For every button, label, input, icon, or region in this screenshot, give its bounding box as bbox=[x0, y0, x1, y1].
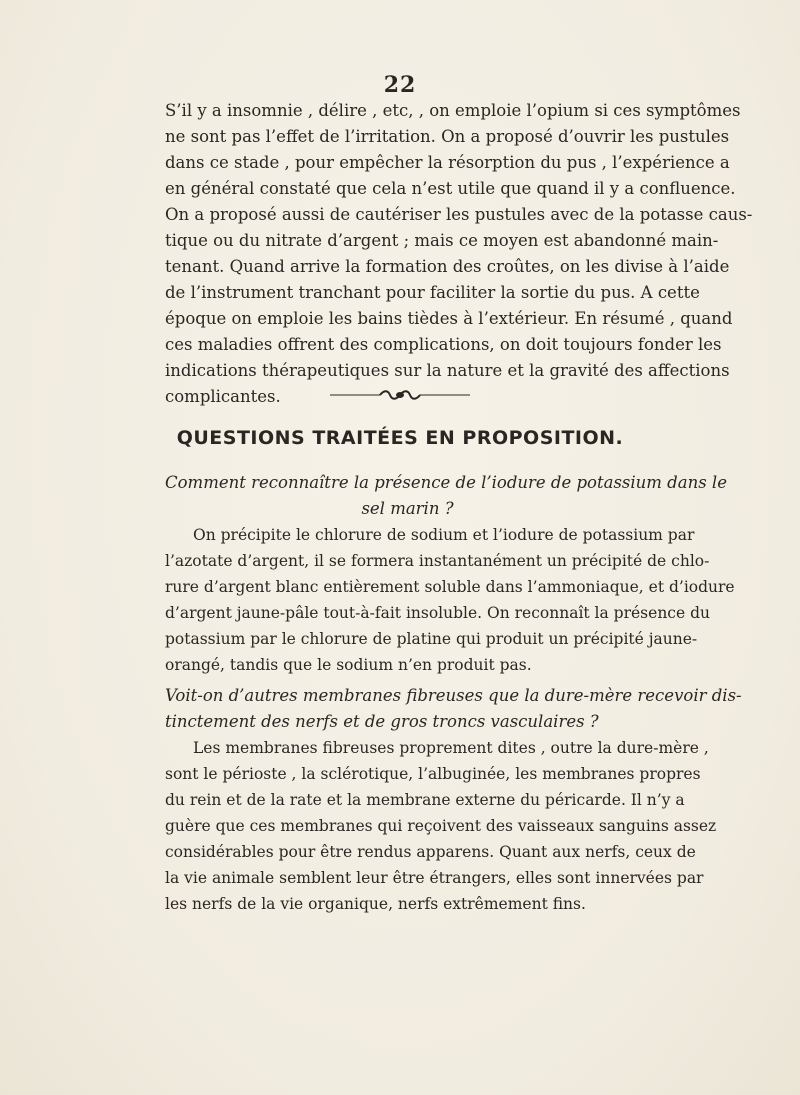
text-line: tique ou du nitrate d’argent ; mais ce moyen est abandonné main- bbox=[165, 231, 719, 250]
text-line: du rein et de la rate et la membrane externe du péricarde. Il n’y a bbox=[165, 791, 685, 809]
text-line: guère que ces membranes qui reçoivent des vaisseaux sanguins assez bbox=[165, 817, 717, 835]
page-number: 22 bbox=[383, 72, 417, 98]
text-line: la vie animale semblent leur être étrangers, elles sont innervées par bbox=[165, 869, 704, 887]
question-line: sel marin ? bbox=[361, 499, 454, 518]
body-paragraph bbox=[165, 98, 753, 410]
flourish-divider-icon bbox=[330, 388, 470, 402]
text-line: ne sont pas l’effet de l’irritation. On a proposé d’ouvrir les pustules bbox=[165, 127, 730, 146]
text-line: complicantes. bbox=[165, 387, 281, 406]
section-heading: QUESTIONS TRAITÉES EN PROPOSITION. bbox=[176, 427, 624, 449]
text-line: rure d’argent blanc entièrement soluble dans l’ammoniaque, et d’iodure bbox=[165, 578, 735, 596]
text-line: On a proposé aussi de cautériser les pustules avec de la potasse caus- bbox=[165, 205, 753, 224]
question-line: tinctement des nerfs et de gros troncs vasculaires ? bbox=[165, 712, 599, 731]
question-title bbox=[165, 470, 727, 522]
question-line: Voit-on d’autres membranes fibreuses que la dure-mère recevoir dis- bbox=[165, 686, 742, 705]
text-line: en général constaté que cela n’est utile que quand il y a confluence. bbox=[165, 179, 736, 198]
text-line: les nerfs de la vie organique, nerfs extrêmement fins. bbox=[165, 895, 586, 913]
text-line: époque on emploie les bains tièdes à l’extérieur. En résumé , quand bbox=[165, 309, 733, 328]
text-line: On précipite le chlorure de sodium et l’iodure de potassium par bbox=[193, 526, 695, 544]
text-line: potassium par le chlorure de platine qui produit un précipité jaune- bbox=[165, 630, 698, 648]
text-line: S’il y a insomnie , délire , etc, , on emploie l’opium si ces symptômes bbox=[165, 101, 741, 120]
question-line: Comment reconnaître la présence de l’iodure de potassium dans le bbox=[165, 473, 727, 492]
text-line: indications thérapeutiques sur la nature et la gravité des affections bbox=[165, 361, 730, 380]
text-line: tenant. Quand arrive la formation des croûtes, on les divise à l’aide bbox=[165, 257, 730, 276]
text-line: d’argent jaune-pâle tout-à-fait insoluble. On reconnaît la présence du bbox=[165, 604, 710, 622]
text-line: ces maladies offrent des complications, on doit toujours fonder les bbox=[165, 335, 722, 354]
text-line: de l’instrument tranchant pour faciliter la sortie du pus. A cette bbox=[165, 283, 700, 302]
question-title bbox=[165, 683, 742, 735]
text-line: sont le périoste , la sclérotique, l’albuginée, les membranes propres bbox=[165, 765, 701, 783]
answer-paragraph bbox=[165, 522, 735, 678]
text-line: Les membranes fibreuses proprement dites , outre la dure-mère , bbox=[193, 739, 709, 757]
text-line: dans ce stade , pour empêcher la résorption du pus , l’expérience a bbox=[165, 153, 730, 172]
text-line: l’azotate d’argent, il se formera instantanément un précipité de chlo- bbox=[165, 552, 710, 570]
text-line: orangé, tandis que le sodium n’en produit pas. bbox=[165, 656, 532, 674]
answer-paragraph bbox=[165, 735, 717, 917]
text-line: considérables pour être rendus apparens. Quant aux nerfs, ceux de bbox=[165, 843, 696, 861]
